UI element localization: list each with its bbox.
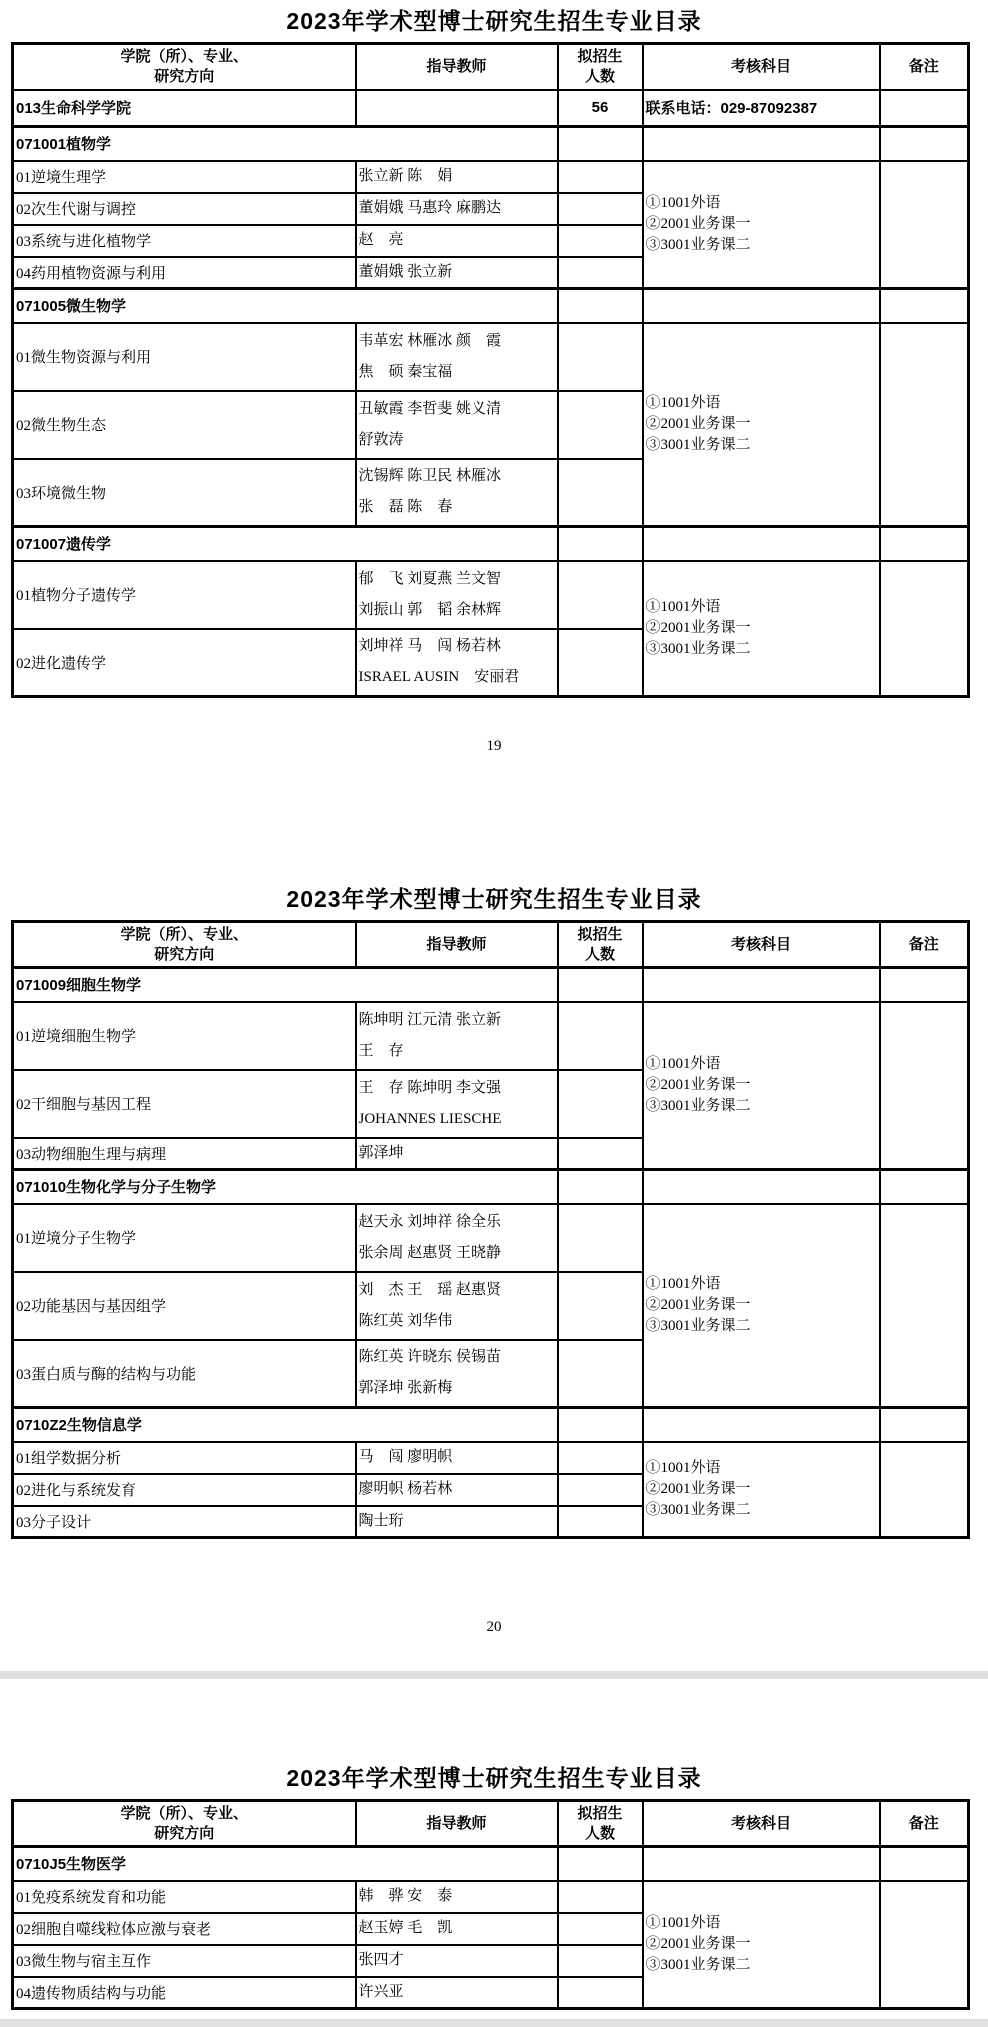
tutor-names: 赵 亮	[358, 232, 404, 248]
remark-cell	[880, 527, 969, 561]
column-header-line: 人数	[584, 945, 615, 963]
exam-subject: ①1001外语	[645, 1275, 721, 1292]
tutors-cell	[356, 391, 558, 459]
tutor-names: 张 磊 陈 春	[358, 499, 453, 516]
document-viewport	[0, 6, 988, 2027]
column-header	[643, 1801, 880, 1847]
research-direction-cell: 01免疫系统发育和功能	[13, 1881, 356, 1913]
table-row	[13, 1002, 969, 1070]
exam-subjects-cell	[643, 127, 880, 161]
research-direction-cell: 03分子设计	[13, 1506, 356, 1538]
tutor-names: 陈坤明 江元清 张立新	[358, 1011, 502, 1028]
exam-subject: ②2001业务课一	[645, 619, 751, 636]
remark-cell	[880, 1204, 969, 1408]
enroll-count-cell	[558, 1847, 643, 1881]
research-direction-cell: 04遗传物质结构与功能	[13, 1977, 356, 2009]
table-row	[13, 1847, 969, 1881]
enroll-count-cell	[558, 561, 643, 629]
tutor-names: 丑敏霞 李哲斐 姚义清	[358, 400, 502, 417]
tutor-names: 郁 飞 刘夏燕 兰文智	[358, 570, 502, 587]
research-direction-cell: 03系统与进化植物学	[13, 225, 356, 257]
table-row	[13, 1170, 969, 1204]
research-direction-cell: 02细胞自噬线粒体应激与衰老	[13, 1913, 356, 1945]
table-body	[13, 1847, 969, 2009]
column-header-line: 拟招生	[577, 47, 623, 65]
tutors-cell	[356, 1474, 558, 1506]
research-direction-cell: 01逆境分子生物学	[13, 1204, 356, 1272]
tutors-cell	[356, 1070, 558, 1138]
remark-cell	[880, 1002, 969, 1170]
research-direction-cell: 02功能基因与基因组学	[13, 1272, 356, 1340]
enroll-count-cell	[558, 968, 643, 1002]
tutor-names: 董娟娥 马惠玲 麻鹏达	[358, 200, 502, 216]
column-header	[880, 922, 969, 968]
table-body	[13, 90, 969, 697]
tutors-cell	[356, 1977, 558, 2009]
table-row	[13, 289, 969, 323]
exam-subject: ②2001业务课一	[645, 1296, 751, 1313]
column-header-line: 指导教师	[426, 57, 487, 75]
column-header-line: 人数	[584, 1824, 615, 1842]
table-row	[13, 1442, 969, 1474]
tutors-cell	[356, 1272, 558, 1340]
exam-subject: ③3001业务课二	[645, 1501, 751, 1518]
column-header-line: 学院（所）、专业、	[120, 1804, 248, 1822]
research-direction-cell: 02干细胞与基因工程	[13, 1070, 356, 1138]
major-section-cell: 0710J5生物医学	[13, 1847, 558, 1881]
enroll-count-cell: 56	[558, 90, 643, 127]
enroll-count-cell	[558, 323, 643, 391]
tutor-names: 焦 硕 秦宝福	[358, 363, 453, 380]
enroll-count-cell	[558, 1002, 643, 1070]
remark-cell	[880, 127, 969, 161]
research-direction-cell: 03微生物与宿主互作	[13, 1945, 356, 1977]
tutor-names: 王 存 陈坤明 李文强	[358, 1079, 502, 1096]
tutor-names: 董娟娥 张立新	[358, 263, 453, 280]
column-header-line: 指导教师	[426, 935, 487, 953]
header-row	[13, 44, 969, 90]
page-title: 2023年学术型博士研究生招生专业目录	[286, 1765, 702, 1791]
enroll-count-cell	[558, 289, 643, 323]
enroll-count-cell	[558, 127, 643, 161]
research-direction-cell: 01逆境细胞生物学	[13, 1002, 356, 1070]
exam-subjects-cell	[643, 527, 880, 561]
remark-cell	[880, 161, 969, 289]
tutors-cell	[356, 1913, 558, 1945]
tutors-cell	[356, 90, 558, 127]
enroll-count-cell	[558, 1442, 643, 1474]
column-header	[643, 44, 880, 90]
tutor-names: 刘坤祥 马 闯 杨若林	[358, 638, 502, 655]
column-header-line: 拟招生	[577, 925, 623, 943]
tutors-cell	[356, 1442, 558, 1474]
column-header	[558, 44, 643, 90]
document-page	[0, 1763, 988, 2010]
column-header-line: 人数	[584, 67, 615, 85]
exam-subjects-cell	[643, 1002, 880, 1170]
exam-subject: ③3001业务课二	[645, 640, 751, 657]
exam-subject: ②2001业务课一	[645, 1076, 751, 1093]
research-direction-cell: 01组学数据分析	[13, 1442, 356, 1474]
table-head	[13, 44, 969, 90]
remark-cell	[880, 968, 969, 1002]
page-number: 20	[486, 1619, 502, 1635]
table-row	[13, 1881, 969, 1913]
exam-subjects-cell	[643, 1881, 880, 2009]
table-head	[13, 922, 969, 968]
column-header-line: 考核科目	[730, 57, 791, 75]
exam-subject: ①1001外语	[645, 1459, 721, 1476]
major-section-cell: 0710Z2生物信息学	[13, 1408, 558, 1442]
tutor-names: 赵天永 刘坤祥 徐全乐	[358, 1213, 502, 1230]
tutor-names: 陈红英 刘华伟	[358, 1312, 453, 1329]
table-row	[13, 323, 969, 391]
enroll-count-cell	[558, 1340, 643, 1408]
column-header	[643, 922, 880, 968]
tutors-cell	[356, 323, 558, 391]
enroll-count-cell	[558, 1408, 643, 1442]
enroll-count-cell	[558, 1977, 643, 2009]
remark-cell	[880, 1881, 969, 2009]
column-header	[880, 1801, 969, 1847]
document-page	[0, 6, 988, 756]
research-direction-cell: 02进化遗传学	[13, 629, 356, 697]
column-header	[558, 922, 643, 968]
exam-subjects-cell	[643, 1204, 880, 1408]
enroll-count-cell	[558, 1881, 643, 1913]
exam-subjects-cell	[643, 561, 880, 697]
tutor-names: 刘 杰 王 瑶 赵惠贤	[358, 1281, 502, 1298]
exam-subject: ③3001业务课二	[645, 1317, 751, 1334]
tutor-names: ISRAEL AUSIN 安丽君	[358, 669, 520, 686]
tutors-cell	[356, 561, 558, 629]
column-header	[880, 44, 969, 90]
research-direction-cell: 01微生物资源与利用	[13, 323, 356, 391]
exam-subjects-cell	[643, 1408, 880, 1442]
exam-subject: ①1001外语	[645, 394, 721, 411]
exam-subjects-cell	[643, 1442, 880, 1538]
exam-subjects-cell	[643, 161, 880, 289]
tutors-cell	[356, 1002, 558, 1070]
exam-subject: ③3001业务课二	[645, 436, 751, 453]
enroll-count-cell	[558, 527, 643, 561]
document-page	[0, 884, 988, 1637]
column-header-line: 备注	[908, 57, 939, 75]
tutors-cell	[356, 225, 558, 257]
column-header-line: 备注	[908, 935, 939, 953]
column-header-line: 研究方向	[154, 1824, 215, 1842]
table-row	[13, 127, 969, 161]
table-row	[13, 90, 969, 127]
catalog-table	[11, 920, 970, 1539]
tutors-cell	[356, 629, 558, 697]
tutors-cell	[356, 1881, 558, 1913]
catalog-table	[11, 42, 970, 698]
major-section-cell: 071009细胞生物学	[13, 968, 558, 1002]
research-direction-cell: 01逆境生理学	[13, 161, 356, 193]
enroll-count-cell	[558, 193, 643, 225]
table-row	[13, 527, 969, 561]
tutor-names: 舒敦涛	[358, 431, 404, 448]
research-direction-cell: 04药用植物资源与利用	[13, 257, 356, 289]
tutor-names: JOHANNES LIESCHE	[358, 1110, 502, 1127]
tutor-names: 沈锡辉 陈卫民 林雁冰	[358, 468, 502, 485]
remark-cell	[880, 561, 969, 697]
column-header-line: 考核科目	[730, 1814, 791, 1832]
enroll-count-cell	[558, 1506, 643, 1538]
column-header	[13, 922, 356, 968]
column-header-line: 研究方向	[154, 945, 215, 963]
page-title: 2023年学术型博士研究生招生专业目录	[286, 886, 702, 912]
tutor-names: 廖明帜 杨若林	[358, 1481, 453, 1497]
table-row	[13, 968, 969, 1002]
column-header	[558, 1801, 643, 1847]
tutors-cell	[356, 459, 558, 527]
catalog-table	[11, 1799, 970, 2010]
exam-subjects-cell	[643, 1170, 880, 1204]
remark-cell	[880, 289, 969, 323]
exam-subjects-cell	[643, 1847, 880, 1881]
tutor-names: 陶士珩	[358, 1512, 404, 1529]
column-header-line: 考核科目	[730, 935, 791, 953]
tutor-names: 张立新 陈 娟	[358, 168, 453, 184]
tutors-cell	[356, 257, 558, 289]
column-header-line: 研究方向	[154, 67, 215, 85]
research-direction-cell: 03动物细胞生理与病理	[13, 1138, 356, 1170]
college-name-cell: 013生命科学学院	[13, 90, 356, 127]
page-title: 2023年学术型博士研究生招生专业目录	[286, 8, 702, 34]
tutor-names: 许兴亚	[358, 1983, 404, 2000]
enroll-count-cell	[558, 1138, 643, 1170]
research-direction-cell: 01植物分子遗传学	[13, 561, 356, 629]
page-separator	[0, 2019, 988, 2027]
tutor-names: 韩 骅 安 泰	[358, 1888, 453, 1904]
research-direction-cell: 02微生物生态	[13, 391, 356, 459]
enroll-count-cell	[558, 161, 643, 193]
tutors-cell	[356, 1340, 558, 1408]
page-separator	[0, 1671, 988, 1679]
column-header	[356, 922, 558, 968]
exam-subject: ③3001业务课二	[645, 1097, 751, 1114]
column-header-line: 指导教师	[426, 1814, 487, 1832]
exam-subject: ①1001外语	[645, 1055, 721, 1072]
enroll-count-cell	[558, 1204, 643, 1272]
tutor-names: 郭泽坤 张新梅	[358, 1380, 453, 1397]
remark-cell	[880, 1442, 969, 1538]
enroll-count-cell	[558, 629, 643, 697]
exam-subject: ②2001业务课一	[645, 1480, 751, 1497]
tutor-names: 韦革宏 林雁冰 颜 霞	[358, 332, 502, 349]
tutor-names: 陈红英 许晓东 侯锡苗	[358, 1349, 502, 1366]
tutors-cell	[356, 193, 558, 225]
research-direction-cell: 03环境微生物	[13, 459, 356, 527]
enroll-count-cell	[558, 1272, 643, 1340]
tutor-names: 张余周 赵惠贤 王晓静	[358, 1244, 502, 1261]
exam-subject: ②2001业务课一	[645, 215, 751, 232]
column-header-line: 学院（所）、专业、	[120, 925, 248, 943]
tutors-cell	[356, 1945, 558, 1977]
tutors-cell	[356, 1204, 558, 1272]
table-row	[13, 1408, 969, 1442]
header-row	[13, 922, 969, 968]
table-row	[13, 161, 969, 193]
enroll-count-cell	[558, 459, 643, 527]
enroll-count-cell	[558, 225, 643, 257]
enroll-count-cell	[558, 1474, 643, 1506]
column-header	[356, 1801, 558, 1847]
tutors-cell	[356, 1506, 558, 1538]
exam-subject: ②2001业务课一	[645, 1935, 751, 1952]
column-header	[356, 44, 558, 90]
exam-subjects-cell	[643, 289, 880, 323]
major-section-cell: 071005微生物学	[13, 289, 558, 323]
tutor-names: 刘振山 郭 韬 余林辉	[358, 601, 502, 618]
tutor-names: 马 闯 廖明帜	[358, 1449, 453, 1465]
tutor-names: 赵玉婷 毛 凯	[358, 1920, 453, 1936]
exam-subjects-cell	[643, 323, 880, 527]
major-section-cell: 071010生物化学与分子生物学	[13, 1170, 558, 1204]
major-section-cell: 071001植物学	[13, 127, 558, 161]
enroll-count-cell	[558, 1170, 643, 1204]
enroll-count-cell	[558, 1945, 643, 1977]
tutors-cell	[356, 161, 558, 193]
table-row	[13, 561, 969, 629]
remark-cell	[880, 1170, 969, 1204]
remark-cell	[880, 90, 969, 127]
exam-subject: ③3001业务课二	[645, 1956, 751, 1973]
exam-subject: ①1001外语	[645, 194, 721, 211]
research-direction-cell: 03蛋白质与酶的结构与功能	[13, 1340, 356, 1408]
exam-subject: ①1001外语	[645, 598, 721, 615]
column-header-line: 拟招生	[577, 1804, 623, 1822]
exam-subject: ①1001外语	[645, 1914, 721, 1931]
enroll-count-cell	[558, 391, 643, 459]
table-body	[13, 968, 969, 1538]
contact-phone-cell: 联系电话：029-87092387	[643, 90, 880, 127]
column-header	[13, 1801, 356, 1847]
enroll-count-cell	[558, 1070, 643, 1138]
header-row	[13, 1801, 969, 1847]
major-section-cell: 071007遗传学	[13, 527, 558, 561]
remark-cell	[880, 1847, 969, 1881]
tutor-names: 王 存	[358, 1042, 404, 1059]
tutor-names: 郭泽坤	[358, 1144, 404, 1161]
exam-subjects-cell	[643, 968, 880, 1002]
remark-cell	[880, 323, 969, 527]
tutors-cell	[356, 1138, 558, 1170]
column-header-line: 学院（所）、专业、	[120, 47, 248, 65]
research-direction-cell: 02次生代谢与调控	[13, 193, 356, 225]
table-head	[13, 1801, 969, 1847]
enroll-count-cell	[558, 1913, 643, 1945]
research-direction-cell: 02进化与系统发育	[13, 1474, 356, 1506]
column-header	[13, 44, 356, 90]
tutor-names: 张四才	[358, 1952, 404, 1968]
page-number: 19	[486, 738, 502, 754]
exam-subject: ②2001业务课一	[645, 415, 751, 432]
table-row	[13, 1204, 969, 1272]
column-header-line: 备注	[908, 1814, 939, 1832]
remark-cell	[880, 1408, 969, 1442]
enroll-count-cell	[558, 257, 643, 289]
exam-subject: ③3001业务课二	[645, 236, 751, 253]
